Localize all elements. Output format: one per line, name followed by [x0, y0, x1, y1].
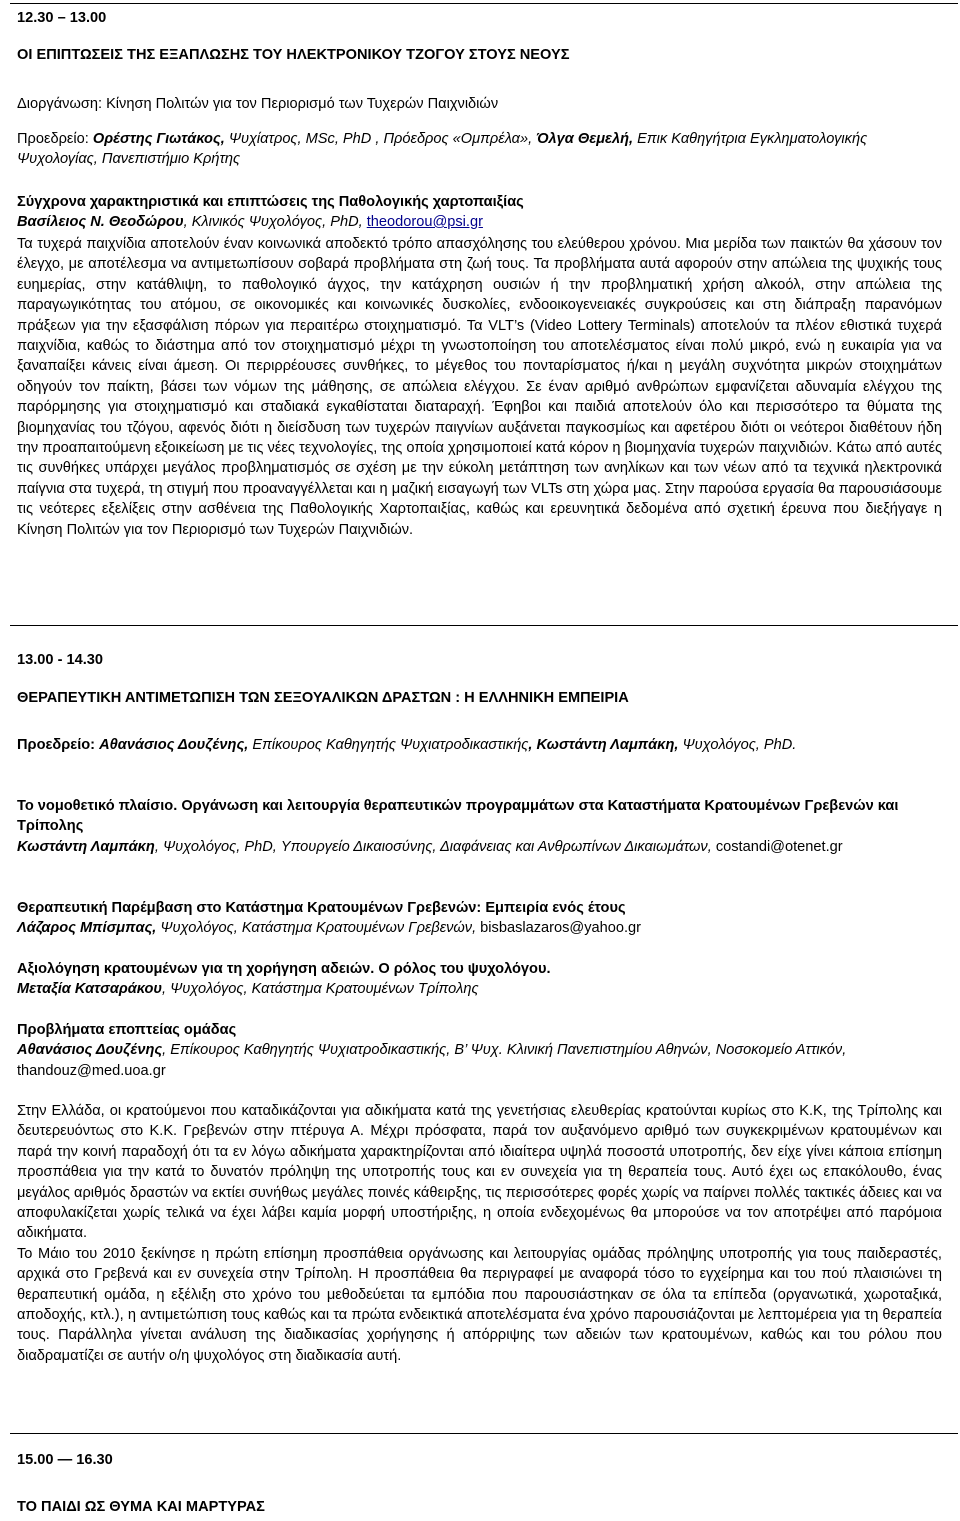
- talk-title: Το νομοθετικό πλαίσιο. Οργάνωση και λειτουργία θεραπευτικών προγραμμάτων στα Καταστήματα Κρατουμένων Γρεβενών και Τρίπολης: [17, 798, 899, 835]
- section-divider: [10, 1433, 958, 1434]
- speaker-affiliation: , Κλινικός Ψυχολόγος, PhD,: [183, 214, 367, 230]
- speaker-name: Βασίλειος Ν. Θεοδώρου: [17, 214, 184, 230]
- talk-block: [17, 796, 942, 857]
- speaker-name: Αθανάσιος Δουζένης: [17, 1042, 163, 1059]
- speaker-name: Μεταξία Κατσαράκου: [17, 981, 163, 998]
- session3-title: ΤΟ ΠΑΙΔΙ ΩΣ ΘΥΜΑ ΚΑΙ ΜΑΡΤΥΡΑΣ: [17, 1499, 265, 1515]
- talk-block: [17, 898, 942, 939]
- speaker-affiliation: , Ψυχολόγος, PhD, Υπουργείο Δικαιοσύνης, Διαφάνειας και Ανθρωπίνων Δικαιωμάτων,: [154, 838, 712, 855]
- speaker-name: Λάζαρος Μπίσμπας,: [17, 920, 157, 937]
- speaker-email-link[interactable]: theodorou@psi.gr: [366, 214, 483, 230]
- chair-name: Ορέστης Γιωτάκος,: [92, 131, 225, 147]
- top-divider: [10, 3, 958, 4]
- body-paragraph: Το Μάιο του 2010 ξεκίνησε η πρώτη επίσημη προσπάθεια οργάνωσης και λειτουργίας ομάδας πρόληψης υποτροπής για τους παιδεραστές, αρχικά στο Γρεβενά και εν συνεχεία στην Τρίπολη. Η προσπάθεια θα περιγραφεί με αναφορά τόσο το εγχείρημα και του πού πλαισιώνει τη θεραπευτική ομάδα, η εξέλιξη στο χρόνο του μεθοδεύεται τα εμπόδια που παρουσιάστηκαν σε όλα τα επίπεδα (οργανωτικά, χωροταξικά, αποδοχής, κτλ.), η αντιμετώπιση τους καθώς και τα πρώτα ενδεικτικά αποτελέσματα ένα χρόνο παρουσιάζονται με λεπτομέρεια για τη θεραπεία τους. Παράλληλα γίνεται ανάλυση της διαδικασίας χορήγησης ή απόρριψης των αδειών των κρατουμένων, καθώς και του ρόλου που διαδραματίζει σε αυτήν ο/η ψυχολόγος στη διαδικασία αυτή.: [17, 1245, 942, 1364]
- session2-title: ΘΕΡΑΠΕΥΤΙΚΗ ΑΝΤΙΜΕΤΩΠΙΣΗ ΤΩΝ ΣΕΞΟΥΑΛΙΚΩΝ ΔΡΑΣΤΩΝ : Η ΕΛΛΗΝΙΚΗ ΕΜΠΕΙΡΙΑ: [17, 690, 629, 706]
- talk-title: Σύγχρονα χαρακτηριστικά και επιπτώσεις της Παθολογικής χαρτοπαιξίας: [17, 194, 524, 210]
- session2-body: [17, 1101, 942, 1366]
- session1-abstract: Τα τυχερά παιχνίδια αποτελούν έναν κοινωνικά αποδεκτό τρόπο απασχόλησης του ελεύθερου χρόνου. Μια μερίδα των παικτών θα χάσουν τον έλεγχο, με αποτέλεσμα να αντιμετωπίσουν σοβαρά προβλήματα στη ζωή τους. Τα προβλήματα αυτά αφορούν στην απώλεια της ψυχικής τους ευημερίας, στην κατάθλιψη, το παθολογικό άγχος, την κατάχρηση ουσιών ή την προβληματική χρήση αλκοόλ, στην απώλεια της παραγωγικότητας του ατόμου, σε οικονομικές και κοινωνικές δυσκολίες, ενδοοικογενειακές συγκρούσεις και στη διάπραξη παρανόμων πράξεων για την εξασφάλιση πόρων για περαιτέρω στοιχηματισμό. Τα VLT’s (Video Lottery Terminals) αποτελούν τα πλέον εθιστικά τυχερά παιχνίδια, καθώς το διάστημα από τον στοιχηματισμό μέχρι τη γνωστοποίηση του αποτελέσματος είναι πολύ μικρό, ενώ η ευκαιρία για να ξαναπαίξει κάνεις είναι άμεση. Οι περιρρέουσες συνθήκες, το μέγεθος του πονταρίσματος ή/και η μεγάλη συχνότητα μικρών στοιχημάτων οδηγούν τον παίκτη, βάσει των νόμων της μάθησης, σε απώλεια ελέγχου. Σε έναν αριθμό ανθρώπων εμφανίζεται αδυναμία ελέγχου της παρόρμησης για στοιχηματισμό και σταδιακά εγκαθίσταται διαταραχή. Έφηβοι και παιδιά αποτελούν όλο και περισσότερο τα θύματα της βιομηχανίας του τζόγου, αφενός διότι η διείσδυση των τυχερών παιγνίων αυξάνεται παγκοσμίως και αφετέρου διότι οι νεότεροι διαθέτουν ήδη την προαπαιτούμενη εξοικείωση με τις νέες τεχνολογίες, της οποία χρησιμοποιεί κατά κόρον η βιομηχανία τυχερών παιχνιδιών. Κάτω από αυτές τις συνθήκες υπάρχει μεγάλος προβληματισμός σε σχέση με την εύκολη μετάπτηση των ανηλίκων και των νέων από τα τεχνικά ηλεκτρονικά παίγνια στα τυχερά, τη στιγμή που προαναγγέλλεται και η μαζική εισαγωγή των VLTs στη χώρα μας. Στην παρούσα εργασία θα παρουσιάσουμε τις νεότερες εξελίξεις στην ασθένεια της Παθολογικής Χαρτοπαιξίας, καθώς και ερευνητικά δεδομένα από σχετική έρευνα που διεξήγαγε η Κίνηση Πολιτών για τον Περιορισμό των Τυχερών Παιχνιδιών.: [17, 236, 942, 538]
- chair-affiliation: Ψυχίατρος, MSc, PhD , Πρόεδρος «Ομπρέλα»,: [224, 131, 537, 147]
- body-paragraph: Στην Ελλάδα, οι κρατούμενοι που καταδικάζονται για αδικήματα κατά της γενετήσιας ελευθερίας κρατούνται κυρίως στο Κ.Κ, της Τρίπολης και δευτερευόντως στο Κ.Κ. Γρεβενών στην πτέρυγα Α. Μέχρι πρόσφατα, παρά τον αυξανόμενο αριθμό των συγκεκριμένων κρατουμένων και παρά την κοινή παραδοχή ότι τα εν λόγω αδικήματα χαρακτηρίζονται από ιδιαίτερα υψηλά ποσοστά υποτροπής, δεν είχε γίνει κάποια επίσημη προσπάθεια για την κατά το δυνατόν πρόληψη της υποτροπής τους και εν συνεχεία για τη θεραπεία τους. Αυτό έχει ως επακόλουθο, ένας μεγάλος αριθμός δραστών να εκτίει συνήθως μεγάλες ποινές κάθειρξης, τις περισσότερες φορές χωρίς να παίρνει πολλές τακτικές άδειες και να αποφυλακίζεται χωρίς τελικά να έχει λάβει καμία μορφή υποστήριξης, η οποία ενδεχομένως θα μπορούσε να τον αποτρέψει από παρόμοια αδικήματα.: [17, 1103, 942, 1242]
- speaker-line: [17, 212, 942, 232]
- talk-title: Θεραπευτική Παρέμβαση στο Κατάστημα Κρατουμένων Γρεβενών: Εμπειρία ενός έτους: [17, 900, 626, 916]
- speaker-email[interactable]: bisbaslazaros@yahoo.gr: [476, 920, 642, 937]
- section-divider: [10, 625, 958, 626]
- talk-block: [17, 959, 942, 1000]
- speaker-email[interactable]: thandouz@med.uoa.gr: [17, 1062, 166, 1079]
- session2-chairs: [17, 735, 942, 755]
- session1-organizer: Διοργάνωση: Κίνηση Πολιτών για τον Περιορισμό των Τυχερών Παιχνιδιών: [17, 96, 499, 112]
- talk-title: Αξιολόγηση κρατουμένων για τη χορήγηση αδειών. Ο ρόλος του ψυχολόγου.: [17, 961, 551, 977]
- speaker-affiliation: , Ψυχολόγος, Κατάστημα Κρατουμένων Τρίπολης: [162, 981, 479, 998]
- chair-label: Προεδρείο:: [17, 131, 93, 147]
- session1-chairs: [17, 129, 942, 170]
- session2-time: 13.00 - 14.30: [17, 652, 104, 668]
- chair-affiliation: Επικ Καθηγήτρια Εγκληματολογικής Ψυχολογίας, Πανεπιστήμιο Κρήτης: [17, 131, 868, 168]
- talk-title: Προβλήματα εποπτείας ομάδας: [17, 1022, 237, 1038]
- speaker-affiliation: , Επίκουρος Καθηγητής Ψυχιατροδικαστικής, Β’ Ψυχ. Κλινική Πανεπιστημίου Αθηνών, Νοσοκομείο Αττικόν,: [162, 1042, 847, 1059]
- speaker-email[interactable]: costandi@otenet.gr: [715, 838, 843, 855]
- chair-affiliation: Επίκουρος Καθηγητής Ψυχιατροδικαστικής: [248, 737, 529, 753]
- speaker-affiliation: Ψυχολόγος, Κατάστημα Κρατουμένων Γρεβενών,: [156, 920, 477, 937]
- talk-block: [17, 1020, 942, 1081]
- chair-affiliation: Ψυχολόγος, PhD.: [678, 737, 797, 753]
- chair-label: Προεδρείο:: [17, 737, 100, 753]
- chair-name: Αθανάσιος Δουζένης,: [99, 737, 249, 753]
- chair-name: Όλγα Θεμελή,: [536, 131, 634, 147]
- session1-time: 12.30 – 13.00: [17, 10, 107, 26]
- chair-separator: ,: [528, 737, 537, 753]
- session1-title: ΟΙ ΕΠΙΠΤΩΣΕΙΣ ΤΗΣ ΕΞΑΠΛΩΣΗΣ ΤΟΥ ΗΛΕΚΤΡΟΝΙΚΟΥ ΤΖΟΓΟΥ ΣΤΟΥΣ ΝΕΟΥΣ: [17, 47, 570, 63]
- session3-time: 15.00 — 16.30: [17, 1452, 113, 1468]
- speaker-name: Κωστάντη Λαμπάκη: [17, 838, 155, 855]
- chair-name: Κωστάντη Λαμπάκη,: [536, 737, 679, 753]
